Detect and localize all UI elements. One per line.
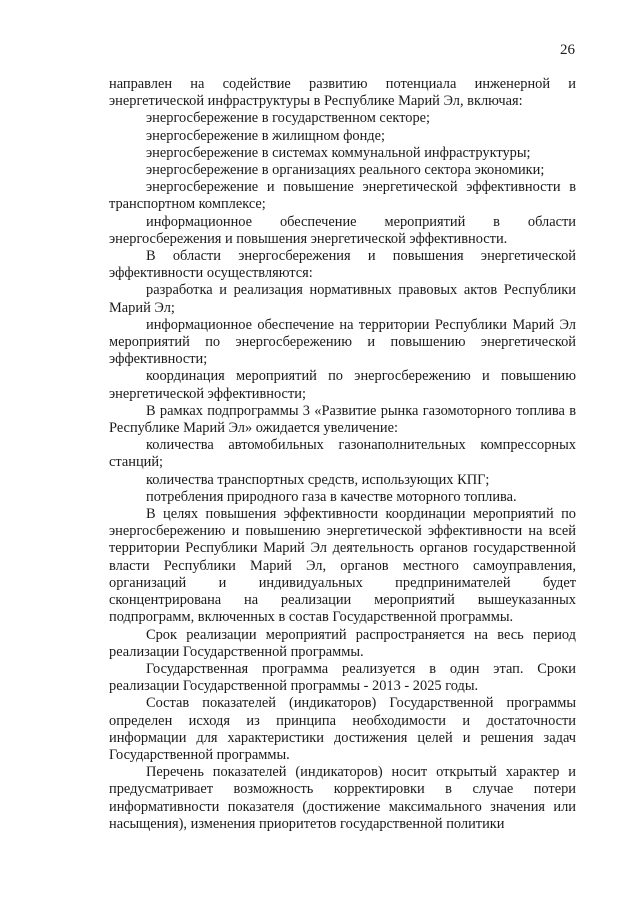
paragraph: В целях повышения эффективности координации мероприятий по энергосбережению и повышению энергетической эффективности на всей территории Республики Марий Эл деятельность органов государственной власти Республики Марий Эл, органов местного самоуправления, организаций и индивидуальных предпринимателей будет сконцентрирована на реализации мероприятий вышеуказанных подпрограмм, включенных в состав Государственной программы. bbox=[109, 506, 576, 626]
page-number: 26 bbox=[560, 42, 575, 58]
paragraph: разработка и реализация нормативных правовых актов Республики Марий Эл; bbox=[109, 282, 576, 316]
paragraph: информационное обеспечение мероприятий в области энергосбережения и повышения энергетической эффективности. bbox=[109, 213, 576, 247]
paragraph: информационное обеспечение на территории Республики Марий Эл мероприятий по энергосбережению и повышению энергетической эффективности; bbox=[109, 316, 576, 368]
paragraph: Государственная программа реализуется в один этап. Сроки реализации Государственной программы - 2013 - 2025 годы. bbox=[109, 660, 576, 695]
paragraph: количества автомобильных газонаполнительных компрессорных станций; bbox=[109, 437, 576, 471]
paragraph: энергосбережение в системах коммунальной инфраструктуры; bbox=[146, 144, 531, 161]
paragraph: В рамках подпрограммы 3 «Развитие рынка газомоторного топлива в Республике Марий Эл» ожидается увеличение: bbox=[109, 402, 576, 437]
paragraph: энергосбережение и повышение энергетической эффективности в транспортном комплексе; bbox=[109, 179, 576, 213]
paragraph: энергосбережение в государственном секторе; bbox=[146, 110, 431, 127]
paragraph: энергосбережение в жилищном фонде; bbox=[146, 127, 386, 144]
paragraph: потребления природного газа в качестве моторного топлива. bbox=[146, 488, 517, 505]
paragraph: координация мероприятий по энергосбережению и повышению энергетической эффективности; bbox=[109, 368, 576, 402]
paragraph: энергосбережение в организациях реального сектора экономики; bbox=[146, 162, 545, 179]
paragraph: В области энергосбережения и повышения энергетической эффективности осуществляются: bbox=[109, 248, 576, 282]
paragraph: направлен на содействие развитию потенциала инженерной и энергетической инфраструктуры в Республике Марий Эл, включая: bbox=[109, 76, 576, 110]
body-text bbox=[109, 76, 576, 833]
paragraph: Перечень показателей (индикаторов) носит открытый характер и предусматривает возможность корректировки в случае потери информативности показателя (достижение максимального значения или насыщения), изменения приоритетов государственной политики bbox=[109, 764, 576, 832]
paragraph: Состав показателей (индикаторов) Государственной программы определен исходя из принципа необходимости и достаточности информации для характеристики достижения целей и решения задач Государственной программы. bbox=[109, 695, 576, 763]
paragraph: количества транспортных средств, использующих КПГ; bbox=[146, 471, 490, 488]
paragraph: Срок реализации мероприятий распространяется на весь период реализации Государственной программы. bbox=[109, 626, 576, 660]
